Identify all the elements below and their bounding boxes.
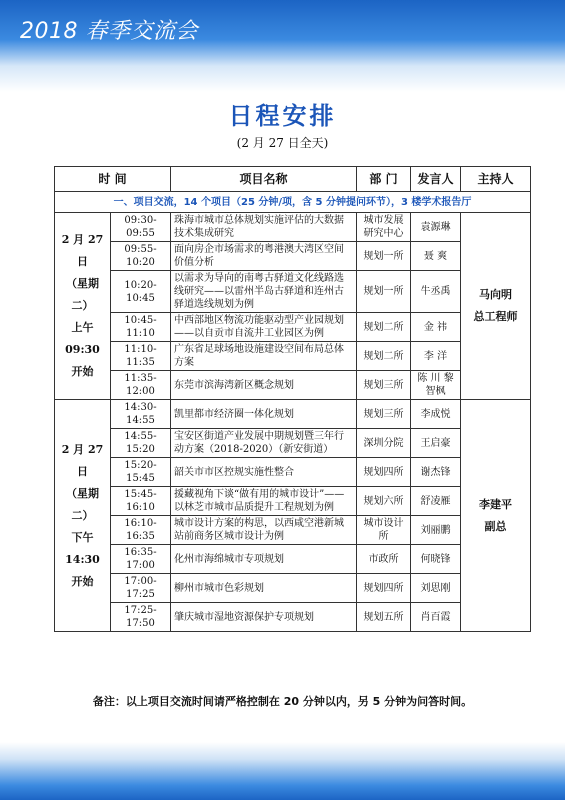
table-row xyxy=(55,271,531,313)
table-row xyxy=(55,371,531,400)
row-dept: 规划五所 xyxy=(357,603,411,632)
row-project: 凯里都市经济圈一体化规划 xyxy=(171,400,357,429)
row-time: 14:55-15:20 xyxy=(111,429,171,458)
row-project: 中西部地区物流功能驱动型产业园规划——以自贡市自流井工业园区为例 xyxy=(171,313,357,342)
bottom-banner xyxy=(0,742,565,800)
row-speaker: 李 洋 xyxy=(411,342,461,371)
table-row xyxy=(55,242,531,271)
morning-label-line: 上午 09:30 xyxy=(65,321,100,356)
table-row xyxy=(55,313,531,342)
row-speaker: 肖百霞 xyxy=(411,603,461,632)
banner-fade xyxy=(0,66,565,92)
section-title: 一、项目交流，14 个项目（25 分钟/项，含 5 分钟提问环节），3 楼学术报告厅 xyxy=(55,192,531,213)
row-time: 11:10-11:35 xyxy=(111,342,171,371)
row-time: 15:20-15:45 xyxy=(111,458,171,487)
table-row xyxy=(55,603,531,632)
table-row xyxy=(55,574,531,603)
row-dept: 规划四所 xyxy=(357,458,411,487)
row-speaker: 李成悦 xyxy=(411,400,461,429)
table-row xyxy=(55,342,531,371)
row-dept: 深圳分院 xyxy=(357,429,411,458)
row-time: 11:35-12:00 xyxy=(111,371,171,400)
table-row xyxy=(55,458,531,487)
row-speaker: 金 祎 xyxy=(411,313,461,342)
row-project: 柳州市城市色彩规划 xyxy=(171,574,357,603)
row-dept: 规划三所 xyxy=(357,400,411,429)
section-row xyxy=(55,192,531,213)
row-project: 珠海市城市总体规划实施评估的大数据技术集成研究 xyxy=(171,213,357,242)
page-title: 日程安排 xyxy=(228,102,337,130)
afternoon-label-line: 开始 xyxy=(71,574,94,588)
table-row xyxy=(55,429,531,458)
row-speaker: 刘丽鹏 xyxy=(411,516,461,545)
afternoon-host xyxy=(461,400,531,632)
footnote: 备注：以上项目交流时间请严格控制在 20 分钟以内，另 5 分钟为问答时间。 xyxy=(92,695,473,708)
table-row xyxy=(55,516,531,545)
row-time: 10:20-10:45 xyxy=(111,271,171,313)
morning-host-title: 总工程师 xyxy=(473,310,518,323)
row-speaker: 陈 川 黎智枫 xyxy=(411,371,461,400)
header-time: 时 间 xyxy=(55,167,171,192)
header-dept: 部 门 xyxy=(357,167,411,192)
row-speaker: 舒凌雁 xyxy=(411,487,461,516)
row-project: 宝安区街道产业发展中期规划暨三年行动方案（2018-2020）（新安街道） xyxy=(171,429,357,458)
row-speaker: 牛丞禹 xyxy=(411,271,461,313)
top-banner xyxy=(0,0,565,66)
row-project: 东莞市滨海湾新区概念规划 xyxy=(171,371,357,400)
afternoon-host-name: 李建平 xyxy=(479,497,512,511)
row-speaker: 刘思刚 xyxy=(411,574,461,603)
morning-label-line: 开始 xyxy=(71,365,94,378)
morning-label xyxy=(55,213,111,400)
row-time: 17:00-17:25 xyxy=(111,574,171,603)
afternoon-label-line: 2 月 27 日 xyxy=(61,442,104,478)
row-dept: 规划二所 xyxy=(357,313,411,342)
row-dept: 规划三所 xyxy=(357,371,411,400)
table-row xyxy=(55,400,531,429)
row-project: 化州市海绵城市专项规划 xyxy=(171,545,357,574)
row-project: 城市设计方案的构思，以西咸空港新城站前商务区城市设计为例 xyxy=(171,516,357,545)
afternoon-host-title: 副总 xyxy=(484,519,507,533)
row-time: 16:10-16:35 xyxy=(111,516,171,545)
banner-title: 2018 春季交流会 xyxy=(20,19,198,44)
morning-host xyxy=(461,213,531,400)
row-project: 广东省足球场地设施建设空间布局总体方案 xyxy=(171,342,357,371)
row-time: 15:45-16:10 xyxy=(111,487,171,516)
row-project: 韶关市市区控规实施性整合 xyxy=(171,458,357,487)
row-project: 援藏视角下谈“做有用的城市设计”——以林芝市城市品质提升工程规划为例 xyxy=(171,487,357,516)
row-project: 面向房企市场需求的粤港澳大湾区空间价值分析 xyxy=(171,242,357,271)
row-speaker: 谢杰锋 xyxy=(411,458,461,487)
row-dept: 规划一所 xyxy=(357,242,411,271)
afternoon-label-line: 下午 14:30 xyxy=(65,530,100,566)
row-dept: 规划二所 xyxy=(357,342,411,371)
row-time: 16:35-17:00 xyxy=(111,545,171,574)
row-dept: 规划一所 xyxy=(357,271,411,313)
table-row xyxy=(55,487,531,516)
row-dept: 规划六所 xyxy=(357,487,411,516)
row-dept: 市政所 xyxy=(357,545,411,574)
row-dept: 规划四所 xyxy=(357,574,411,603)
afternoon-label xyxy=(55,400,111,632)
morning-label-line: 2 月 27 日 xyxy=(61,233,104,268)
table-row xyxy=(55,545,531,574)
row-speaker: 聂 爽 xyxy=(411,242,461,271)
row-speaker: 王启豪 xyxy=(411,429,461,458)
header-speaker: 发言人 xyxy=(411,167,461,192)
row-speaker: 何晓锋 xyxy=(411,545,461,574)
row-project: 肇庆城市湿地资源保护专项规划 xyxy=(171,603,357,632)
row-time: 10:45-11:10 xyxy=(111,313,171,342)
row-dept: 城市设计所 xyxy=(357,516,411,545)
row-speaker: 袁源琳 xyxy=(411,213,461,242)
morning-label-line: （星期二） xyxy=(66,277,99,312)
header-project: 项目名称 xyxy=(171,167,357,192)
row-dept: 城市发展研究中心 xyxy=(357,213,411,242)
date-line: (2 月 27 日全天) xyxy=(236,136,329,150)
row-time: 09:30-09:55 xyxy=(111,213,171,242)
row-time: 14:30-14:55 xyxy=(111,400,171,429)
morning-host-name: 马向明 xyxy=(479,288,512,301)
row-project: 以需求为导向的南粤古驿道文化线路选线研究——以雷州半岛古驿道和连州古驿道选线规划为例 xyxy=(171,271,357,313)
row-time: 09:55-10:20 xyxy=(111,242,171,271)
schedule-table xyxy=(54,166,531,632)
afternoon-label-line: （星期二） xyxy=(66,486,99,522)
header-host: 主持人 xyxy=(461,167,531,192)
table-header-row xyxy=(55,167,531,192)
row-time: 17:25-17:50 xyxy=(111,603,171,632)
table-row xyxy=(55,213,531,242)
